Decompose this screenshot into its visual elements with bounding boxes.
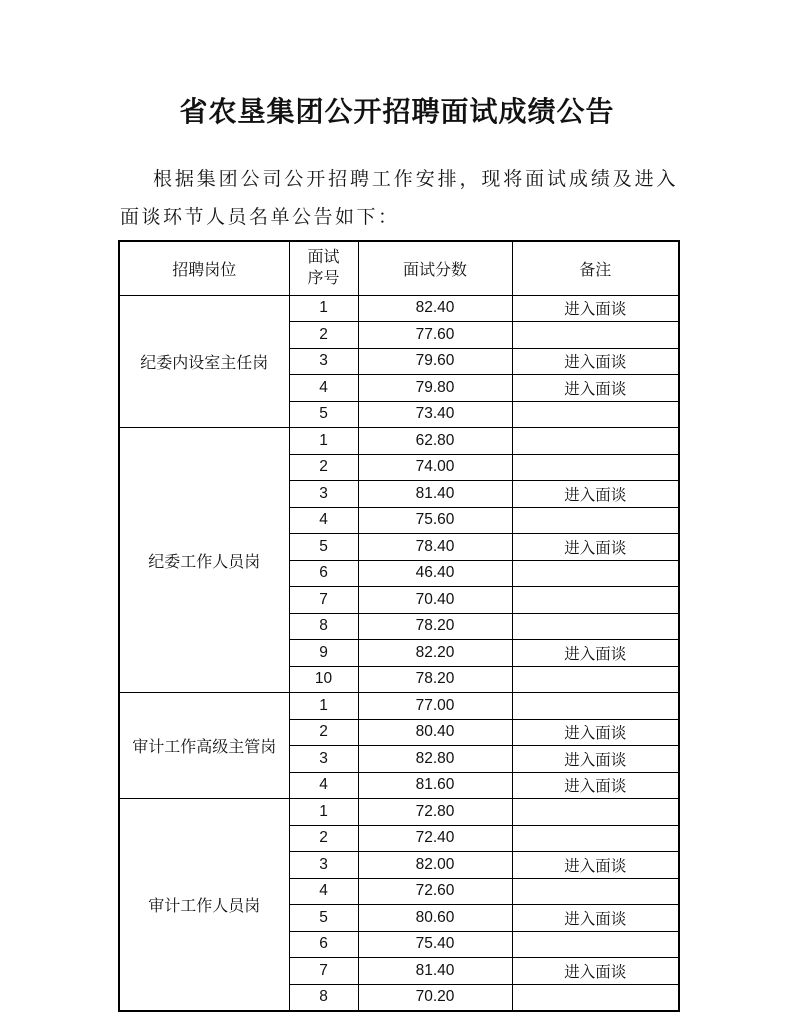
interview-score-cell: 79.60 [358, 348, 512, 375]
interview-score-cell: 72.40 [358, 825, 512, 852]
table-body [119, 295, 679, 1011]
interview-score-cell: 77.60 [358, 322, 512, 349]
position-cell: 审计工作高级主管岗 [119, 693, 289, 799]
interview-number-cell: 5 [289, 534, 358, 561]
remark-cell [512, 507, 679, 534]
remark-cell: 进入面谈 [512, 481, 679, 508]
interview-score-cell: 73.40 [358, 401, 512, 428]
interview-number-cell: 8 [289, 613, 358, 640]
interview-number-cell: 5 [289, 905, 358, 932]
remark-cell [512, 984, 679, 1011]
interview-score-cell: 70.20 [358, 984, 512, 1011]
interview-score-cell: 75.40 [358, 931, 512, 958]
interview-number-cell: 4 [289, 507, 358, 534]
interview-score-cell: 78.20 [358, 666, 512, 693]
position-cell: 纪委内设室主任岗 [119, 295, 289, 428]
interview-score-cell: 79.80 [358, 375, 512, 402]
interview-number-cell: 2 [289, 454, 358, 481]
interview-number-cell: 7 [289, 958, 358, 985]
remark-cell: 进入面谈 [512, 348, 679, 375]
interview-number-cell: 4 [289, 772, 358, 799]
remark-cell [512, 825, 679, 852]
remark-cell [512, 322, 679, 349]
table-row [119, 799, 679, 826]
interview-score-cell: 82.00 [358, 852, 512, 879]
remark-cell: 进入面谈 [512, 746, 679, 773]
interview-score-cell: 82.40 [358, 295, 512, 322]
interview-score-cell: 81.60 [358, 772, 512, 799]
interview-score-cell: 77.00 [358, 693, 512, 720]
remark-cell: 进入面谈 [512, 295, 679, 322]
table-row [119, 693, 679, 720]
interview-number-cell: 3 [289, 481, 358, 508]
interview-number-cell: 3 [289, 852, 358, 879]
remark-cell [512, 878, 679, 905]
interview-score-cell: 81.40 [358, 481, 512, 508]
interview-number-cell: 7 [289, 587, 358, 614]
interview-number-cell: 6 [289, 560, 358, 587]
interview-number-cell: 1 [289, 799, 358, 826]
interview-score-cell: 75.60 [358, 507, 512, 534]
remark-cell [512, 931, 679, 958]
interview-number-cell: 8 [289, 984, 358, 1011]
interview-score-cell: 74.00 [358, 454, 512, 481]
remark-cell: 进入面谈 [512, 534, 679, 561]
document-title: 省农垦集团公开招聘面试成绩公告 [179, 97, 615, 128]
interview-score-cell: 82.20 [358, 640, 512, 667]
remark-cell: 进入面谈 [512, 958, 679, 985]
interview-score-cell: 72.80 [358, 799, 512, 826]
interview-number-cell: 5 [289, 401, 358, 428]
intro-paragraph-line-2: 面谈环节人员名单公告如下： [120, 207, 400, 228]
interview-number-cell: 3 [289, 746, 358, 773]
header-interview-score: 面试分数 [358, 241, 512, 295]
intro-paragraph-line-1: 根据集团公司公开招聘工作安排，现将面试成绩及进入 [153, 169, 678, 190]
remark-cell: 进入面谈 [512, 905, 679, 932]
remark-cell [512, 401, 679, 428]
remark-cell: 进入面谈 [512, 852, 679, 879]
interview-number-cell: 6 [289, 931, 358, 958]
remark-cell [512, 560, 679, 587]
remark-cell [512, 666, 679, 693]
table-header-row [119, 241, 679, 295]
header-remark: 备注 [512, 241, 679, 295]
interview-number-cell: 2 [289, 719, 358, 746]
remark-cell [512, 693, 679, 720]
remark-cell: 进入面谈 [512, 772, 679, 799]
interview-score-cell: 62.80 [358, 428, 512, 455]
table-row [119, 295, 679, 322]
remark-cell [512, 428, 679, 455]
interview-number-cell: 3 [289, 348, 358, 375]
remark-cell [512, 454, 679, 481]
interview-score-table [118, 240, 680, 1012]
remark-cell [512, 587, 679, 614]
interview-score-cell: 82.80 [358, 746, 512, 773]
interview-score-cell: 46.40 [358, 560, 512, 587]
header-position: 招聘岗位 [119, 241, 289, 295]
header-interview-number-label: 面试序号 [307, 248, 340, 288]
interview-number-cell: 2 [289, 825, 358, 852]
position-cell: 审计工作人员岗 [119, 799, 289, 1011]
interview-number-cell: 1 [289, 295, 358, 322]
interview-number-cell: 9 [289, 640, 358, 667]
interview-number-cell: 4 [289, 375, 358, 402]
interview-number-cell: 4 [289, 878, 358, 905]
remark-cell [512, 799, 679, 826]
remark-cell: 进入面谈 [512, 375, 679, 402]
remark-cell: 进入面谈 [512, 719, 679, 746]
interview-score-cell: 78.40 [358, 534, 512, 561]
remark-cell [512, 613, 679, 640]
interview-score-cell: 81.40 [358, 958, 512, 985]
interview-number-cell: 2 [289, 322, 358, 349]
interview-score-cell: 70.40 [358, 587, 512, 614]
interview-score-cell: 78.20 [358, 613, 512, 640]
position-cell: 纪委工作人员岗 [119, 428, 289, 693]
table-row [119, 428, 679, 455]
interview-score-cell: 80.40 [358, 719, 512, 746]
interview-number-cell: 1 [289, 428, 358, 455]
header-interview-number [289, 241, 358, 295]
interview-number-cell: 1 [289, 693, 358, 720]
interview-score-cell: 80.60 [358, 905, 512, 932]
interview-score-cell: 72.60 [358, 878, 512, 905]
remark-cell: 进入面谈 [512, 640, 679, 667]
interview-number-cell: 10 [289, 666, 358, 693]
